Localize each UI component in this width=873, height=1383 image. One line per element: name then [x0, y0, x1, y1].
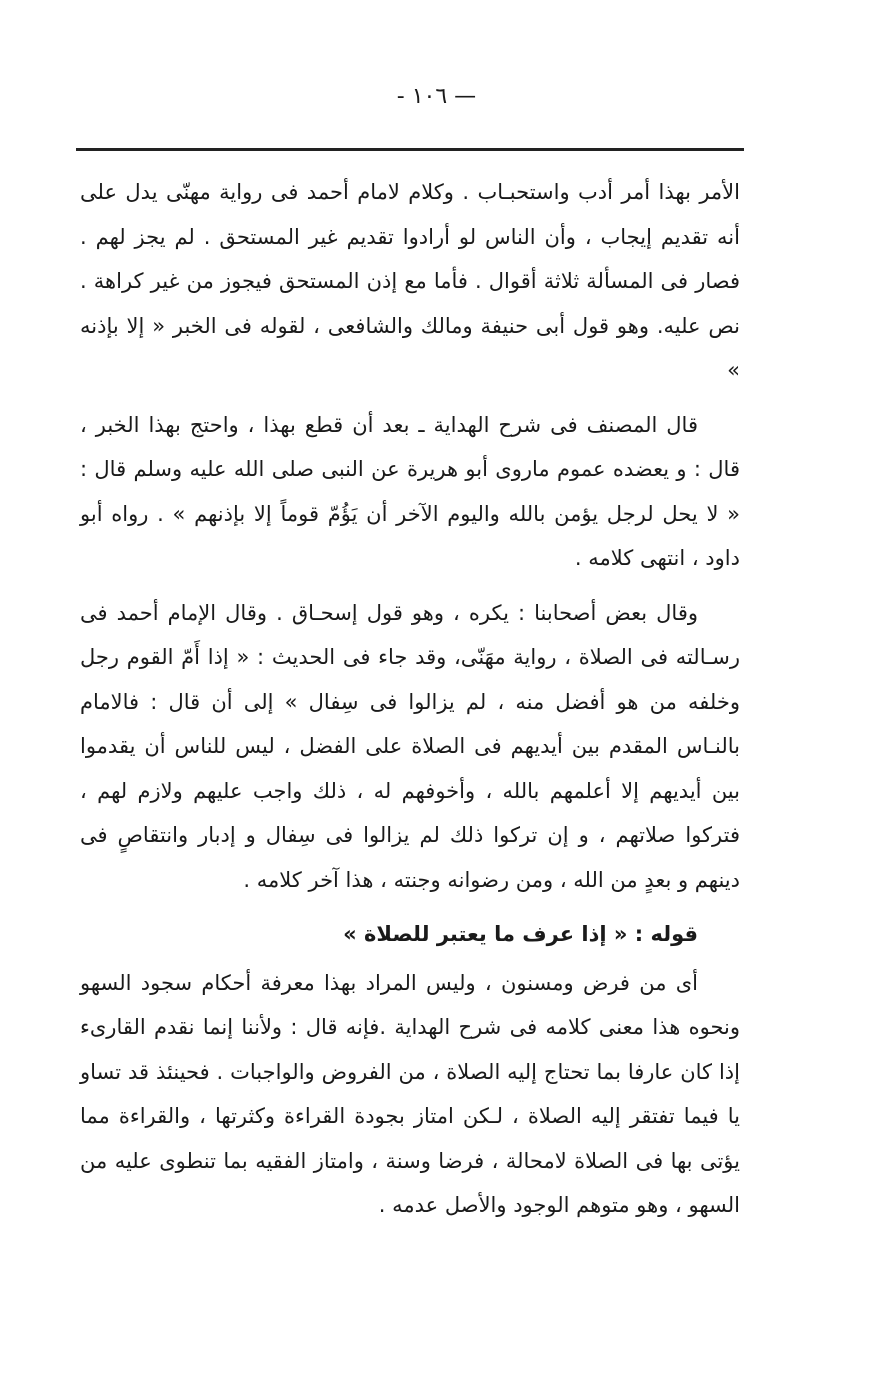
page-number: — ١٠٦ -: [396, 84, 477, 109]
header-rule: [76, 148, 744, 151]
paragraph: أى من فرض ومسنون ، وليس المراد بهذا معرفة أحكام سجود السهو ونحوه هذا معنى كلامه فى شرح الهداية .فإنه قال : ولأننا إنما نقدم القارىء إذا كان عارفا بما تحتاج إليه الصلاة ، من الفروض والواجبات . فحينئذ قد تساو يا فيما تفتقر إليه الصلاة ، لـكن امتاز بجودة القراءة وكثرتها ، والقراءة مما يؤتى بها فى الصلاة لامحالة ، فرضا وسنة ، وامتاز الفقيه بما تنطوى عليه من السهو ، وهو متوهم الوجود والأصل عدمه .: [80, 970, 740, 1217]
paragraph: قال المصنف فى شرح الهداية ـ بعد أن قطع بهذا ، واحتج بهذا الخبر ، قال : و يعضده عموم ماروى أبو هريرة عن النبى صلى الله عليه وسلم قال : « لا يحل لرجل يؤمن بالله واليوم الآخر أن يَؤُمّ قوماً إلا بإذنهم » . رواه أبو داود ، انتهى كلامه .: [80, 412, 740, 570]
body-text: [80, 170, 740, 1238]
paragraph: الأمر بهذا أمر أدب واستحبـاب . وكلام لامام أحمد فى رواية مهنّى يدل على أنه تقديم إيجاب ، وأن الناس لو أرادوا تقديم غير المستحق . لم يجز لهم . فصار فى المسألة ثلاثة أقوال . فأما مع إذن المستحق فيجوز من غير كراهة . نص عليه. وهو قول أبى حنيفة ومالك والشافعى ، لقوله فى الخبر « إلا بإذنه »: [80, 180, 740, 382]
paragraph: وقال بعض أصحابنا : يكره ، وهو قول إسحـاق . وقال الإمام أحمد فى رسـالته فى الصلاة ، رواية مهَنّى، وقد جاء فى الحديث : « إذا أَمّ القوم رجل وخلفه من هو أفضل منه ، لم يزالوا فى سِفال » إلى أن قال : فالامام بالنـاس المقدم بين أيديهم فى الصلاة على الفضل ، ليس للناس أن يقدموا بين أيديهم إلا أعلمهم بالله ، وأخوفهم له ، ذلك واجب عليهم ولازم لهم ، فتركوا صلاتهم ، و إن تركوا ذلك لم يزالوا فى سِفال و إدبار وانتقاصٍ فى دينهم و بعدٍ من الله ، ومن رضوانه وجنته ، هذا آخر كلامه .: [80, 600, 740, 892]
section-heading: قوله : « إذا عرف ما يعتبر للصلاة »: [343, 922, 698, 946]
